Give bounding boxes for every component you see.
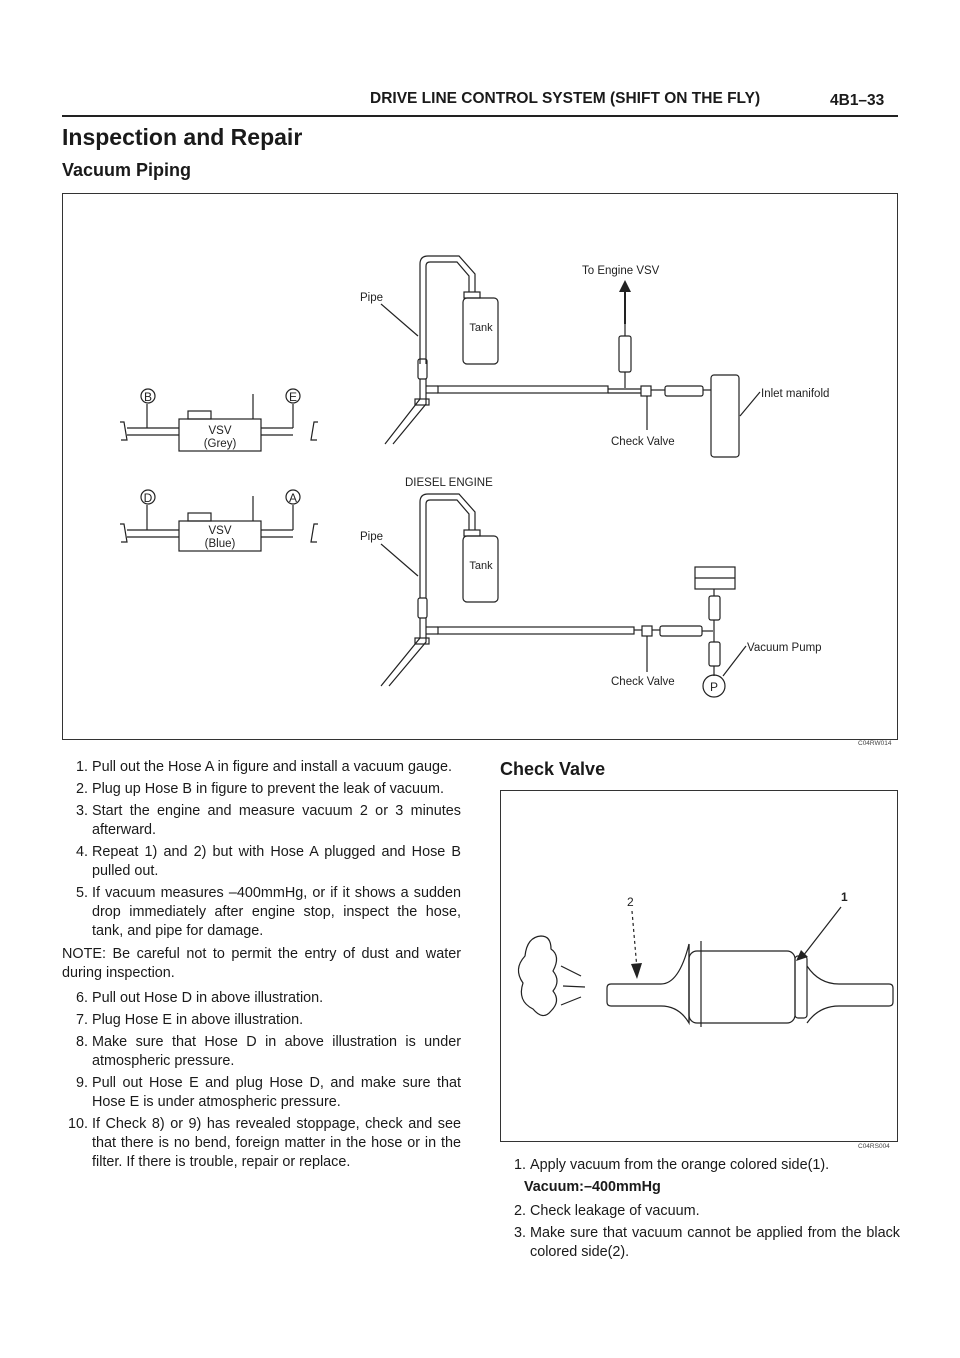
step-text: Plug Hose E in above illustration. (92, 1012, 304, 1028)
list-item (62, 758, 461, 777)
step-text: Start the engine and measure vacuum 2 or 3 minutes afterward. (92, 803, 461, 838)
vsv-blue-word: VSV (208, 525, 232, 537)
section-header: DRIVE LINE CONTROL SYSTEM (SHIFT ON THE FLY) (370, 90, 761, 107)
vacuum-piping-figure (62, 193, 898, 740)
vacuum-pump-label: Vacuum Pump (747, 642, 822, 654)
list-item (62, 1011, 461, 1030)
inspection-note: NOTE: Be careful not to permit the entry of dust and water during inspection. (62, 946, 461, 981)
lower-pipe-label: Pipe (360, 531, 384, 543)
step-number: 2. (513, 1203, 526, 1219)
step-text: Pull out Hose D in above illustration. (92, 990, 324, 1006)
upper-piping-diagram (360, 256, 829, 457)
check-valve-step-1 (500, 1156, 900, 1175)
step-text: Repeat 1) and 2) but with Hose A plugged and Hose B pulled out. (92, 844, 461, 879)
vacuum-piping-heading: Vacuum Piping (62, 160, 192, 180)
vsv-grey-color: (Grey) (203, 438, 237, 450)
vsv-grey-word: VSV (208, 425, 232, 437)
step-number: 3. (75, 803, 88, 819)
steps-list-b (62, 989, 461, 1172)
hose-d-label: D (143, 491, 153, 505)
step-number: 1. (75, 759, 88, 775)
list-item (62, 1115, 461, 1172)
header-rule (62, 115, 898, 117)
list-item (62, 780, 461, 799)
check-valve-heading: Check Valve (500, 759, 606, 779)
lower-piping-diagram (360, 477, 822, 697)
pump-p-label: P (709, 680, 719, 694)
step-text: Pull out the Hose A in figure and install a vacuum gauge. (92, 759, 452, 775)
label-2: 2 (627, 895, 634, 909)
step-number: 4. (75, 844, 88, 860)
list-item (500, 1202, 900, 1221)
list-item (62, 1074, 461, 1112)
step-number: 6. (75, 990, 88, 1006)
upper-tank-label: Tank (469, 322, 493, 334)
page-title: Inspection and Repair (62, 124, 303, 150)
step-text: Check leakage of vacuum. (530, 1203, 700, 1219)
list-item (62, 802, 461, 840)
hose-e-label: E (288, 390, 298, 404)
list-item (62, 989, 461, 1008)
step-text: If Check 8) or 9) has revealed stoppage, check and see that there is no bend, foreign matter in the hose or in the filter. If there is trouble, repair or replace. (92, 1116, 461, 1170)
hose-a-label: A (288, 491, 298, 505)
vacuum-piping-figure-code: C04RW014 (858, 740, 892, 747)
diesel-engine-label: DIESEL ENGINE (405, 477, 493, 489)
step-text: Apply vacuum from the orange colored side(1). (530, 1157, 830, 1173)
upper-pipe-label: Pipe (360, 292, 384, 304)
step-number: 7. (75, 1012, 88, 1028)
label-1: 1 (841, 890, 848, 904)
right-column (500, 1156, 900, 1265)
vsv-blue-color: (Blue) (204, 538, 236, 550)
step-number: 8. (75, 1034, 88, 1050)
step-number: 9. (75, 1075, 88, 1091)
check-valve-figure (500, 790, 898, 1142)
list-item (62, 843, 461, 881)
left-column (62, 758, 461, 1175)
step-number: 5. (75, 885, 88, 901)
upper-check-valve-label: Check Valve (611, 436, 675, 448)
step-text: Plug up Hose B in figure to prevent the leak of vacuum. (92, 781, 444, 797)
step-number: 3. (513, 1225, 526, 1241)
vsv-grey-diagram (120, 389, 318, 451)
lower-tank-label: Tank (469, 560, 493, 572)
lower-check-valve-label: Check Valve (611, 676, 675, 688)
list-item (500, 1224, 900, 1262)
hose-b-label: B (143, 390, 153, 404)
step-text: Make sure that vacuum cannot be applied from the black colored side(2). (530, 1225, 900, 1260)
inlet-manifold-label: Inlet manifold (761, 388, 830, 400)
list-item (62, 1033, 461, 1071)
check-valve-steps (500, 1202, 900, 1262)
to-engine-vsv-label: To Engine VSV (582, 265, 660, 277)
step-text: If vacuum measures –400mmHg, or if it shows a sudden drop immediately after engine stop, inspect the hose, tank, and pipe for damage. (92, 885, 461, 939)
step-number: 2. (75, 781, 88, 797)
step-text: Pull out Hose E and plug Hose D, and make sure that Hose E is under atmospheric pressure. (92, 1075, 461, 1110)
step-text: Make sure that Hose D in above illustration is under atmospheric pressure. (92, 1034, 461, 1069)
step-number: 1. (513, 1157, 526, 1173)
list-item (62, 884, 461, 941)
steps-list-a (62, 758, 461, 941)
check-valve-figure-code: C04RS004 (858, 1143, 890, 1150)
vsv-blue-diagram (120, 490, 318, 551)
vacuum-spec: Vacuum:–400mmHg (524, 1179, 661, 1195)
page-number: 4B1–33 (830, 92, 885, 109)
step-number: 10. (67, 1116, 88, 1132)
